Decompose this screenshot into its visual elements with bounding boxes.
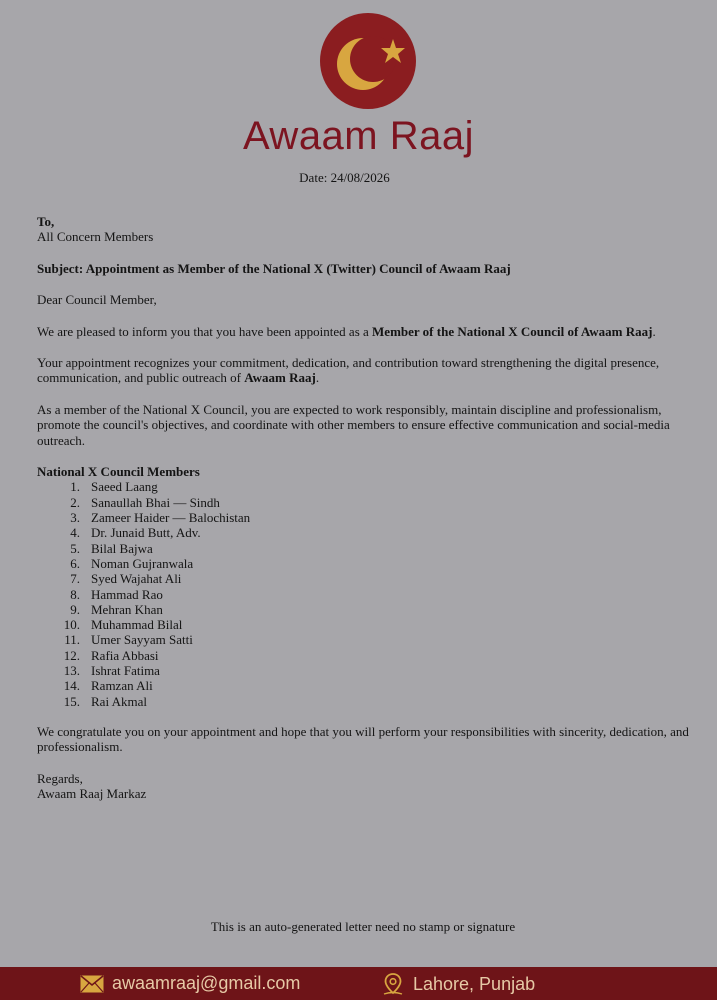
letter-body <box>37 214 697 802</box>
list-item <box>37 648 697 663</box>
list-item <box>37 556 697 571</box>
paragraph-expectations: As a member of the National X Council, you are expected to work responsibly, maintain discipline and professionalism, promote the council's objectives, and coordinate with other members to ensure effective communication and social-media outreach. <box>37 401 670 448</box>
to-label: To, <box>37 214 55 229</box>
members-list <box>37 479 697 708</box>
list-item <box>37 663 697 678</box>
signoff: Awaam Raaj Markaz <box>37 786 147 802</box>
list-number: 14. <box>63 678 80 694</box>
list-number: 13. <box>63 663 80 679</box>
list-number: 6. <box>70 555 80 571</box>
list-item <box>37 678 697 693</box>
closing-paragraph: We congratulate you on your appointment and hope that you will perform your responsibilities with sincerity, dedication, and professionalism. <box>37 723 689 755</box>
list-item <box>37 632 697 647</box>
member-name: Hammad Rao <box>91 586 163 602</box>
list-item <box>37 694 697 709</box>
member-name: Dr. Junaid Butt, Adv. <box>91 525 201 541</box>
list-item <box>37 541 697 556</box>
member-name: Syed Wajahat Ali <box>91 571 182 587</box>
member-name: Sanaullah Bhai — Sindh <box>91 494 220 510</box>
paragraph-text: We are pleased to inform you that you have been appointed as a <box>37 323 373 339</box>
members-heading: National X Council Members <box>37 464 200 480</box>
member-name: Zameer Haider — Balochistan <box>91 510 251 526</box>
list-number: 11. <box>64 632 80 648</box>
member-name: Umer Sayyam Satti <box>91 632 193 648</box>
list-number: 8. <box>70 586 80 602</box>
list-number: 9. <box>70 601 80 617</box>
crescent-star-icon <box>318 12 418 112</box>
regards: Regards, <box>37 770 83 786</box>
list-number: 7. <box>70 571 80 587</box>
list-number: 12. <box>63 647 80 663</box>
salutation: Dear Council Member, <box>37 292 157 308</box>
list-item <box>37 602 697 617</box>
envelope-icon <box>80 975 104 993</box>
member-name: Rai Akmal <box>91 693 147 709</box>
list-number: 10. <box>63 617 80 633</box>
map-pin-icon <box>381 972 405 996</box>
member-name: Rafia Abbasi <box>91 647 159 663</box>
auto-generated-note: This is an auto-generated letter need no stamp or signature <box>210 919 516 934</box>
recipient: All Concern Members <box>37 229 154 245</box>
paragraph-appointment <box>37 324 697 339</box>
member-name: Muhammad Bilal <box>91 617 183 633</box>
member-name: Ramzan Ali <box>91 678 153 694</box>
footer-email[interactable] <box>80 973 300 994</box>
list-number: 5. <box>70 540 80 556</box>
list-item <box>37 479 697 494</box>
email-text: awaamraaj@gmail.com <box>112 973 301 993</box>
paragraph-text: Your appointment recognizes your commitment, dedication, and contribution toward strengthening the digital presence, communication, and public outreach of <box>37 355 660 386</box>
subject-line: Subject: Appointment as Member of the National X (Twitter) Council of Awaam Raaj <box>37 260 511 276</box>
footer-location <box>381 972 535 996</box>
footer-bar <box>0 967 717 1000</box>
brand-name: Awaam Raaj <box>242 114 475 158</box>
bold-phrase: Awaam Raaj <box>244 370 316 386</box>
letter-date: Date: 24/08/2026 <box>299 170 390 185</box>
list-number: 4. <box>70 525 80 541</box>
paragraph-recognition <box>37 355 697 386</box>
paragraph-text: . <box>315 370 320 386</box>
list-number: 2. <box>70 494 80 510</box>
bold-phrase: Member of the National X Council of Awaam Raaj <box>372 323 653 339</box>
list-number: 3. <box>70 510 80 526</box>
paragraph-text: . <box>652 323 656 339</box>
list-item <box>37 587 697 602</box>
member-name: Saeed Laang <box>91 479 158 495</box>
list-item <box>37 510 697 525</box>
list-item <box>37 571 697 586</box>
list-item <box>37 525 697 540</box>
member-name: Noman Gujranwala <box>91 555 194 571</box>
list-item <box>37 617 697 632</box>
member-name: Mehran Khan <box>91 601 163 617</box>
list-number: 15. <box>63 693 80 709</box>
list-item <box>37 495 697 510</box>
member-name: Ishrat Fatima <box>91 663 160 679</box>
member-name: Bilal Bajwa <box>91 540 153 556</box>
list-number: 1. <box>70 479 80 495</box>
location-text: Lahore, Punjab <box>413 973 536 994</box>
